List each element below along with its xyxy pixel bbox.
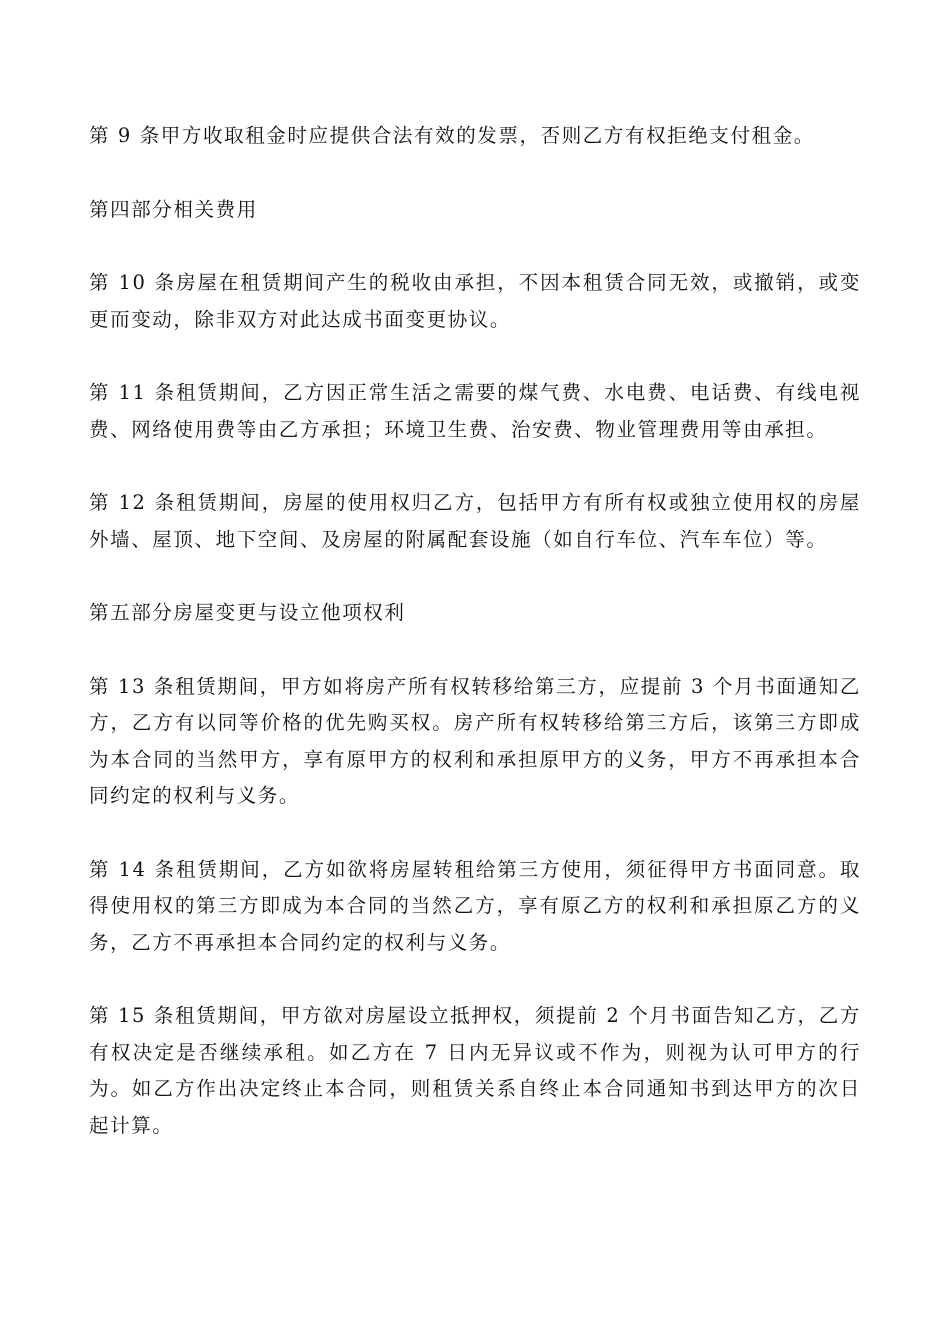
part-5-heading: 第五部分房屋变更与设立他项权利	[89, 601, 406, 624]
clause-9-paragraph: 第 9 条甲方收取租金时应提供合法有效的发票，否则乙方有权拒绝支付租金。	[89, 124, 815, 147]
clause-11-paragraph: 第 11 条租赁期间，乙方因正常生活之需要的煤气费、水电费、电话费、有线电视费、网络使用费等由乙方承担；环境卫生费、治安费、物业管理费用等由承担。	[89, 381, 861, 441]
clause-10-paragraph: 第 10 条房屋在租赁期间产生的税收由承担，不因本租赁合同无效，或撤销，或变更而变动，除非双方对此达成书面变更协议。	[89, 271, 861, 331]
clause-14-paragraph: 第 14 条租赁期间，乙方如欲将房屋转租给第三方使用，须征得甲方书面同意。取得使用权的第三方即成为本合同的当然乙方，享有原乙方的权利和承担原乙方的义务，乙方不再承担本合同约定的权利与义务。	[89, 857, 861, 954]
clause-12-paragraph: 第 12 条租赁期间，房屋的使用权归乙方，包括甲方有所有权或独立使用权的房屋外墙、屋顶、地下空间、及房屋的附属配套设施（如自行车位、汽车车位）等。	[89, 491, 861, 551]
document-page	[89, 118, 861, 1181]
part-4-heading: 第四部分相关费用	[89, 197, 258, 221]
clause-13-paragraph: 第 13 条租赁期间，甲方如将房产所有权转移给第三方，应提前 3 个月书面通知乙方，乙方有以同等价格的优先购买权。房产所有权转移给第三方后，该第三方即成为本合同的当然甲方，享有原甲方的权利和承担原甲方的义务，甲方不再承担本合同约定的权利与义务。	[89, 674, 861, 807]
clause-15-paragraph: 第 15 条租赁期间，甲方欲对房屋设立抵押权，须提前 2 个月书面告知乙方，乙方有权决定是否继续承租。如乙方在 7 日内无异议或不作为，则视为认可甲方的行为。如乙方作出决定终止本合同，则租赁关系自终止本合同通知书到达甲方的次日起计算。	[89, 1004, 861, 1137]
